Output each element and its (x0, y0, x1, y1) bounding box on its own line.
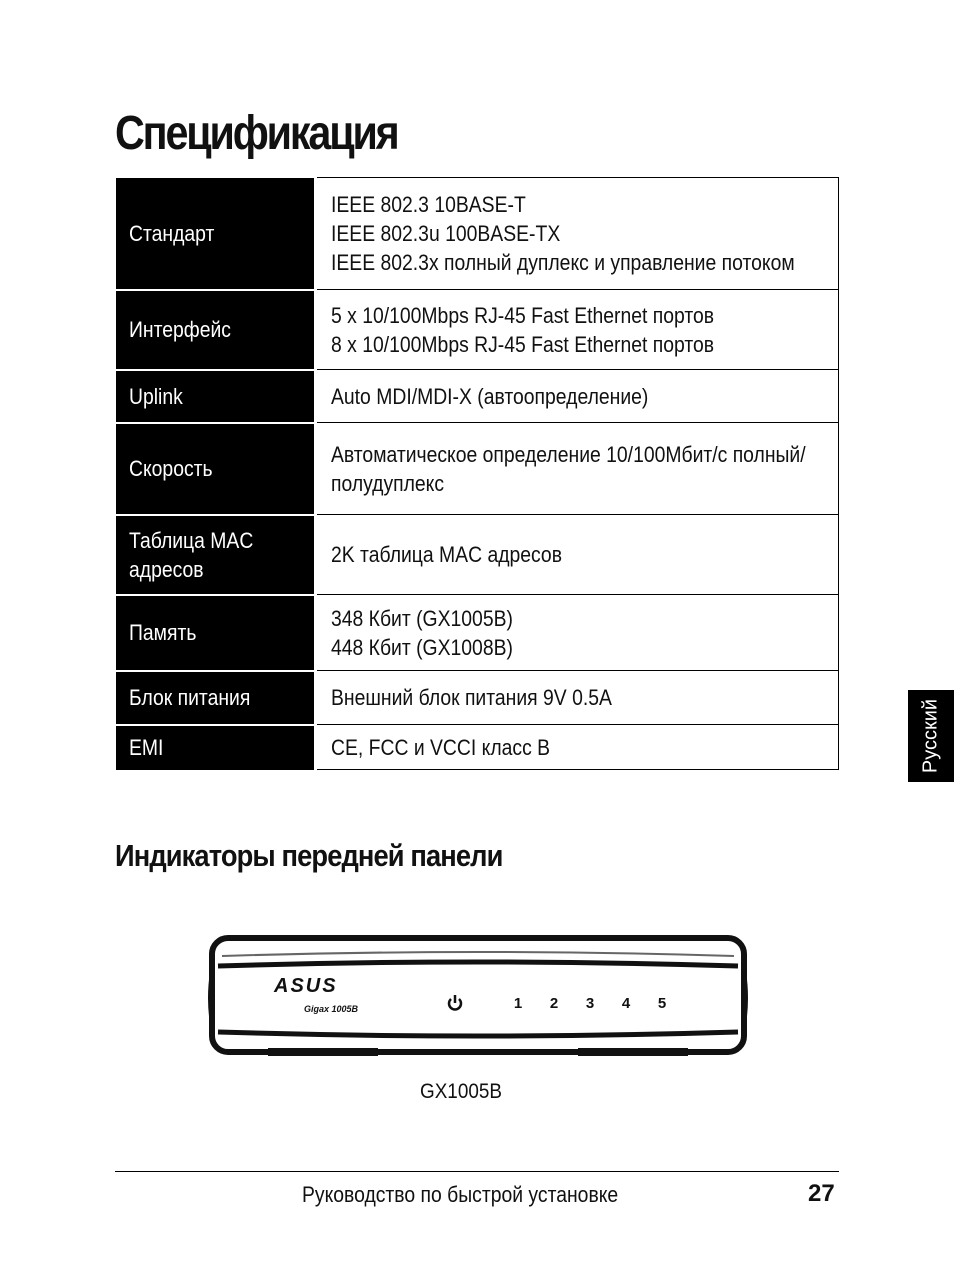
spec-value (316, 595, 839, 671)
model-mark: Gigax 1005B (304, 1004, 359, 1014)
spec-key (116, 178, 316, 290)
spec-value-line: IEEE 802.3 10BASE-T (331, 192, 526, 217)
left-foot (268, 1048, 378, 1056)
spec-value-line: Auto MDI/MDI-X (автоопределение) (331, 383, 649, 409)
spec-value-line: Внешний блок питания 9V 0.5A (331, 685, 612, 710)
language-tab (908, 690, 954, 782)
device-caption: GX1005B (420, 1080, 502, 1103)
port-label: 2 (549, 995, 559, 1012)
spec-key (116, 515, 316, 595)
spec-row-memory (116, 595, 839, 671)
spec-value-line: 448 Кбит (GX1008B) (331, 634, 513, 660)
spec-row-interface (116, 290, 839, 370)
spec-key (116, 290, 316, 370)
spec-value-line: Автоматическое определение 10/100Мбит/с полный/ (331, 441, 806, 467)
footer-divider (115, 1171, 839, 1172)
spec-key-text: адресов (129, 556, 204, 582)
footer-title: Руководство по быстрой установке (302, 1182, 619, 1207)
language-tab-label: Русский (919, 698, 942, 774)
spec-key (116, 423, 316, 515)
spec-key-text: Таблица MAC (129, 527, 254, 553)
spec-value-line: 348 Кбит (GX1005B) (331, 605, 513, 631)
spec-value (316, 515, 839, 595)
spec-value-line: полудуплекс (331, 470, 445, 496)
spec-key (116, 725, 316, 770)
port-label: 1 (513, 995, 523, 1012)
page-number: 27 (808, 1180, 835, 1207)
port-label: 4 (621, 995, 631, 1012)
spec-row-standard (116, 178, 839, 290)
spec-key-text: Скорость (129, 456, 213, 481)
spec-key (116, 671, 316, 725)
spec-value (316, 290, 839, 370)
spec-value-line: IEEE 802.3x полный дуплекс и управление потоком (331, 250, 795, 275)
spec-row-power (116, 671, 839, 725)
spec-value (316, 423, 839, 515)
section-title: Индикаторы передней панели (115, 838, 503, 873)
spec-value (316, 178, 839, 290)
spec-key-text: Блок питания (129, 685, 251, 710)
page-title: Спецификация (115, 107, 398, 160)
spec-key (116, 595, 316, 671)
spec-row-speed (116, 423, 839, 515)
spec-row-emi (116, 725, 839, 770)
spec-value-line: 5 x 10/100Mbps RJ-45 Fast Ethernet портов (331, 302, 715, 328)
switch-front-panel-illustration (208, 932, 748, 1062)
spec-value (316, 725, 839, 770)
spec-row-mac-table (116, 515, 839, 595)
asus-logo: ASUS (274, 975, 338, 997)
spec-key-text: Стандарт (129, 220, 215, 246)
spec-key-text: Uplink (129, 383, 183, 409)
spec-value (316, 370, 839, 423)
spec-value-line: 2K таблица MAC адресов (331, 542, 562, 567)
spec-row-uplink (116, 370, 839, 423)
spec-table (116, 177, 839, 770)
port-label: 5 (657, 995, 667, 1012)
spec-value-line: 8 x 10/100Mbps RJ-45 Fast Ethernet портов (331, 331, 715, 357)
port-label: 3 (585, 995, 595, 1012)
spec-key (116, 370, 316, 423)
spec-value (316, 671, 839, 725)
right-foot (578, 1048, 688, 1056)
spec-value-line: CE, FCC и VCCI класс B (331, 734, 551, 760)
spec-key-text: Интерфейс (129, 317, 231, 342)
spec-value-line: IEEE 802.3u 100BASE-TX (331, 221, 561, 246)
spec-key-text: Память (129, 620, 197, 645)
spec-key-text: EMI (129, 735, 164, 760)
